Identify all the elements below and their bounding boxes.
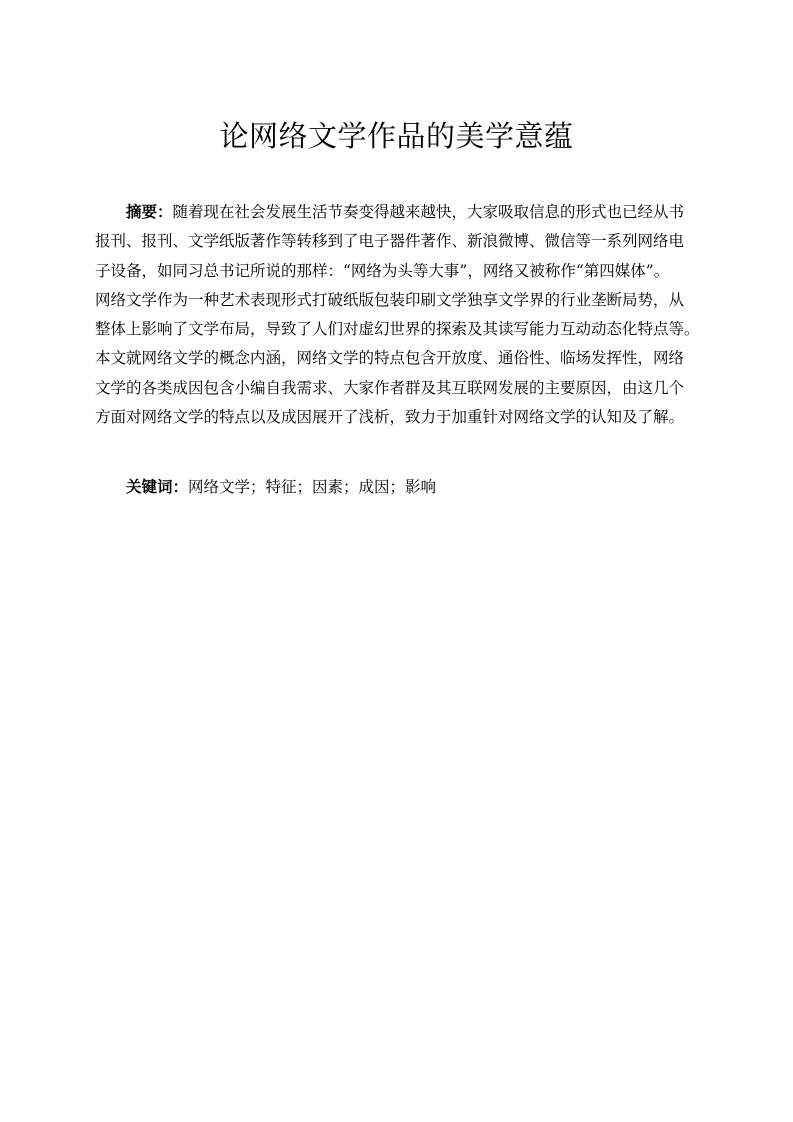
abstract-line: [95, 198, 703, 227]
abstract-line: 整体上影响了文学布局，导致了人们对虚幻世界的探索及其读写能力互动动态化特点等。: [95, 320, 700, 339]
abstract-line: 网络文学作为一种艺术表现形式打破纸版包装印刷文学独享文学界的行业垄断局势，从: [95, 290, 685, 309]
abstract-line: 报刊、报刊、文学纸版著作等转移到了电子器件著作、新浪微博、微信等一系列网络电: [95, 232, 685, 251]
abstract-text: 随着现在社会发展生活节奏变得越来越快，大家吸取信息的形式也已经从书: [172, 203, 685, 221]
abstract-line: 子设备，如同习总书记所说的那样：“网络为头等大事”，网络又被称作“第四媒体”。: [95, 261, 670, 280]
keywords-label: 关键词：: [126, 478, 189, 496]
keywords-text: 网络文学；特征；因素；成因；影响: [188, 478, 437, 496]
abstract-line: 文学的各类成因包含小编自我需求、大家作者群及其互联网发展的主要原因，由这几个: [95, 378, 685, 397]
abstract-section: [95, 198, 703, 432]
abstract-line: 本文就网络文学的概念内涵，网络文学的特点包含开放度、通俗性、临场发挥性，网络: [95, 349, 685, 368]
document-title: 论网络文学作品的美学意蕴: [219, 119, 574, 153]
keywords-section: [126, 473, 436, 502]
abstract-line: 方面对网络文学的特点以及成因展开了浅析，致力于加重针对网络文学的认知及了解。: [95, 408, 685, 427]
abstract-label: 摘要：: [126, 203, 173, 221]
